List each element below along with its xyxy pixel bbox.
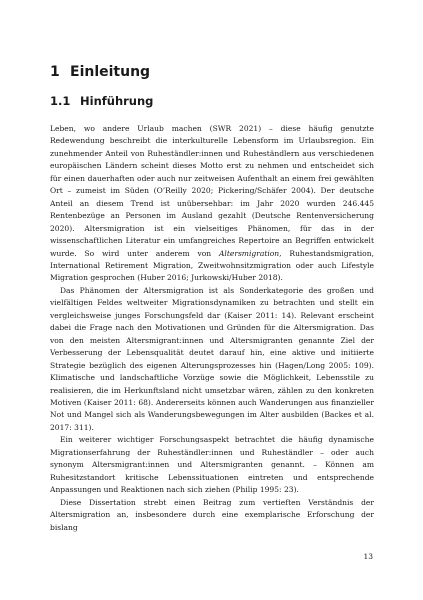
paragraph-text: , Ruhestandsmigration, International Retirement Migration, Zweitwohnsitzmigration oder auch Lifestyle Migration gesprochen (Huber 2016; Jurkowski/Huber 2018). — [50, 248, 374, 283]
paragraph-text: Diese Dissertation strebt einen Beitrag zum vertieften Verständnis der Altersmigration an, insbesondere durch eine exemplarische Erforschung der bislang — [50, 497, 374, 532]
chapter-number: 1 — [50, 64, 60, 80]
paragraph-text: Leben, wo andere Urlaub machen (SWR 2021) – diese häufig genutzte Redewendung beschreibt die interkulturelle Lebensform im Urlaubsregion. Ein zunehmender Anteil von Ruheständler:innen und Ruheständlern aus verschiedenen europäischen Ländern scheint dieses Motto erst zu nehmen und entscheidet sich für einen dauerhaften oder auch nur zeitweisen Aufenthalt an einem frei gewählten Ort – zumeist im Süden (O’Reilly 2020; Pickering/Schäfer 2004). Der deutsche Anteil an diesem Trend ist unübersehbar: im Jahr 2020 wurden 246.445 Rentenbezüge an Personen im Ausland gezahlt (Deutsche Rentenversicherung 2020). Altersmigration ist ein vielseitiges Phänomen, für das in der wissenschaftlichen Literatur ein umfangreiches Repertoire an Begriffen entwickelt wurde. So wird unter anderem von — [50, 124, 374, 258]
body-paragraph — [50, 123, 374, 285]
page-number: 13 — [363, 552, 373, 561]
section-number: 1.1 — [50, 94, 71, 108]
body-paragraph — [50, 285, 374, 434]
section-heading — [50, 94, 153, 108]
body-paragraph — [50, 434, 374, 496]
section-title: Hinführung — [80, 94, 154, 108]
paragraph-text: Das Phänomen der Altersmigration ist als Sonderkategorie des großen und vielfältigen Feldes weltweiter Migrationsdynamiken zu betrachten und stellt ein vergleichsweise junges Forschungsfeld dar (Kaiser 2011: 14). Relevant erscheint dabei die Frage nach den Motivationen und Gründen für die Altersmigration. Das von den meisten Altersmigrant:innen und Altersmigranten genannte Ziel der Verbesserung der Lebensqualität deutet darauf hin, eine aktive und initiierte Strategie bezüglich des eigenen Alterungsprozesses hin (Hagen/Long 2005: 109). Klimatische und landschaftliche Vorzüge sowie die Möglichkeit, Lebensstile zu realisieren, die im Herkunftsland nicht umsetzbar wären, zählen zu den konkreten Motiven (Kaiser 2011: 68). Andererseits können auch Wanderungen aus finanzieller Not und Mangel sich als Wanderungsbewegungen im Alter ausbilden (Backes et al. 2017: 311). — [50, 285, 374, 432]
chapter-heading — [50, 64, 150, 80]
chapter-title: Einleitung — [70, 64, 151, 80]
paragraph-text: Ein weiterer wichtiger Forschungsaspekt betrachtet die häufig dynamische Migrationserfahrung der Ruheständler:innen und Ruheständler – oder auch synonym Altersmigrant:innen und Altersmigranten genannt. – Können am Ruhesitzstandort kritische Lebenssituationen eintreten und entsprechende Anpassungen und Reaktionen nach sich ziehen (Philip 1995: 23). — [50, 435, 374, 495]
emphasized-term: Altersmigration — [218, 248, 280, 258]
body-paragraph — [50, 497, 374, 534]
body-text — [50, 123, 374, 534]
